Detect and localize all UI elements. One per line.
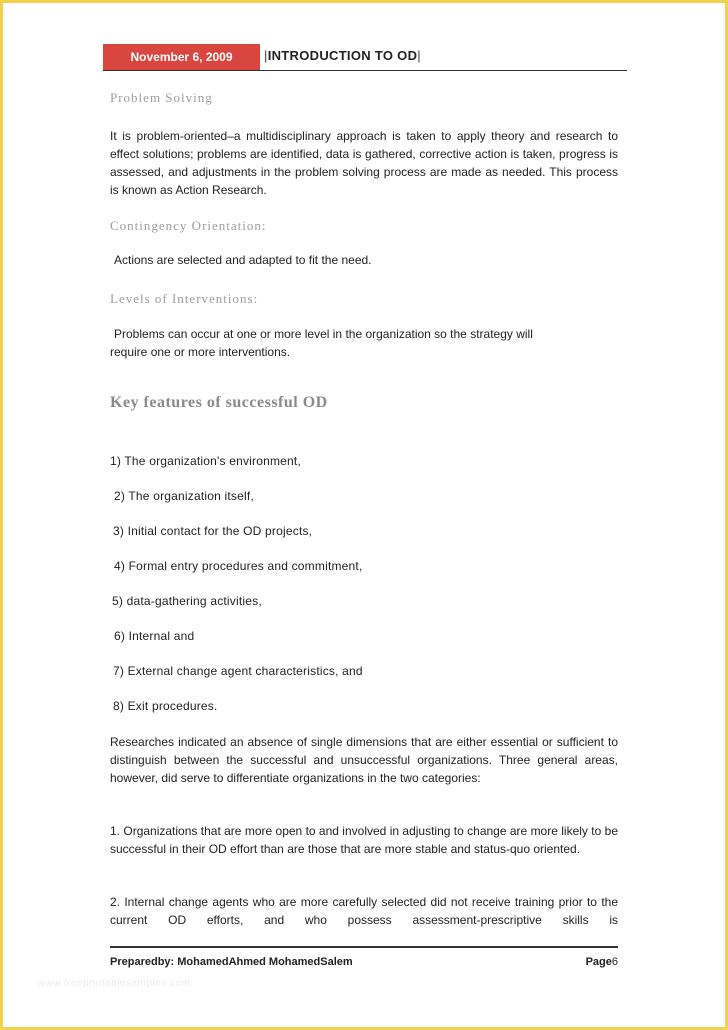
- paragraph-levels-line1: Problems can occur at one or more level in the organization so the strategy will: [114, 327, 533, 341]
- heading-key-features: Key features of successful OD: [110, 394, 328, 411]
- header-title-block: [264, 48, 421, 63]
- list-item: 4) Formal entry procedures and commitment,: [114, 559, 363, 573]
- list-item: 1) The organization's environment,: [110, 454, 301, 468]
- footer-page-number-block: [580, 956, 618, 968]
- heading-problem-solving: Problem Solving: [110, 90, 213, 105]
- watermark-text: www.freeprintablesamples.com: [38, 978, 191, 989]
- list-item: 2) The organization itself,: [114, 489, 254, 503]
- paragraph-research: Researches indicated an absence of single dimensions that are either essential or sufficient to distinguish between the successful and unsuccessful organizations. Three general areas, however, did serve to differentiate organizations in the two categories:: [110, 735, 618, 785]
- paragraph-point-1: 1. Organizations that are more open to and involved in adjusting to change are more likely to be successful in their OD effort than are those that are more stable and status-quo oriented.: [110, 824, 618, 856]
- footer-prepared-by: Preparedby: MohamedAhmed MohamedSalem: [110, 956, 353, 968]
- header-rule: [103, 70, 627, 71]
- heading-levels-of-interventions: Levels of Interventions:: [110, 291, 259, 306]
- paragraph-point-2: 2. Internal change agents who are more carefully selected did not receive training prior to the current OD efforts, and who possess assessment-prescriptive skills is: [110, 895, 618, 927]
- header-date-band: [103, 44, 260, 70]
- list-item: 7) External change agent characteristics, and: [113, 664, 363, 678]
- list-item: 3) Initial contact for the OD projects,: [113, 524, 313, 538]
- paragraph-problem-solving: It is problem-oriented–a multidisciplinary approach is taken to apply theory and research to effect solutions; problems are identified, data is gathered, corrective action is taken, progress is assessed, and adjustments in the problem solving process are made as needed. This process is known as Action Research.: [110, 129, 618, 197]
- header-bar-left: |: [264, 48, 268, 63]
- list-item: 6) Internal and: [114, 629, 195, 643]
- header-bar-right: |: [417, 48, 421, 63]
- paragraph-levels-line2: require one or more interventions.: [110, 345, 291, 359]
- footer-rule: [110, 946, 618, 948]
- footer-page-number: 6: [611, 956, 618, 968]
- list-item: 5) data-gathering activities,: [112, 594, 262, 608]
- heading-contingency-orientation: Contingency Orientation:: [110, 218, 267, 233]
- footer-page-label: Page: [585, 956, 612, 968]
- header-title: INTRODUCTION TO OD: [267, 48, 418, 63]
- list-item: 8) Exit procedures.: [113, 699, 218, 713]
- paragraph-contingency: Actions are selected and adapted to fit the need.: [114, 253, 372, 267]
- header-date: November 6, 2009: [130, 50, 233, 64]
